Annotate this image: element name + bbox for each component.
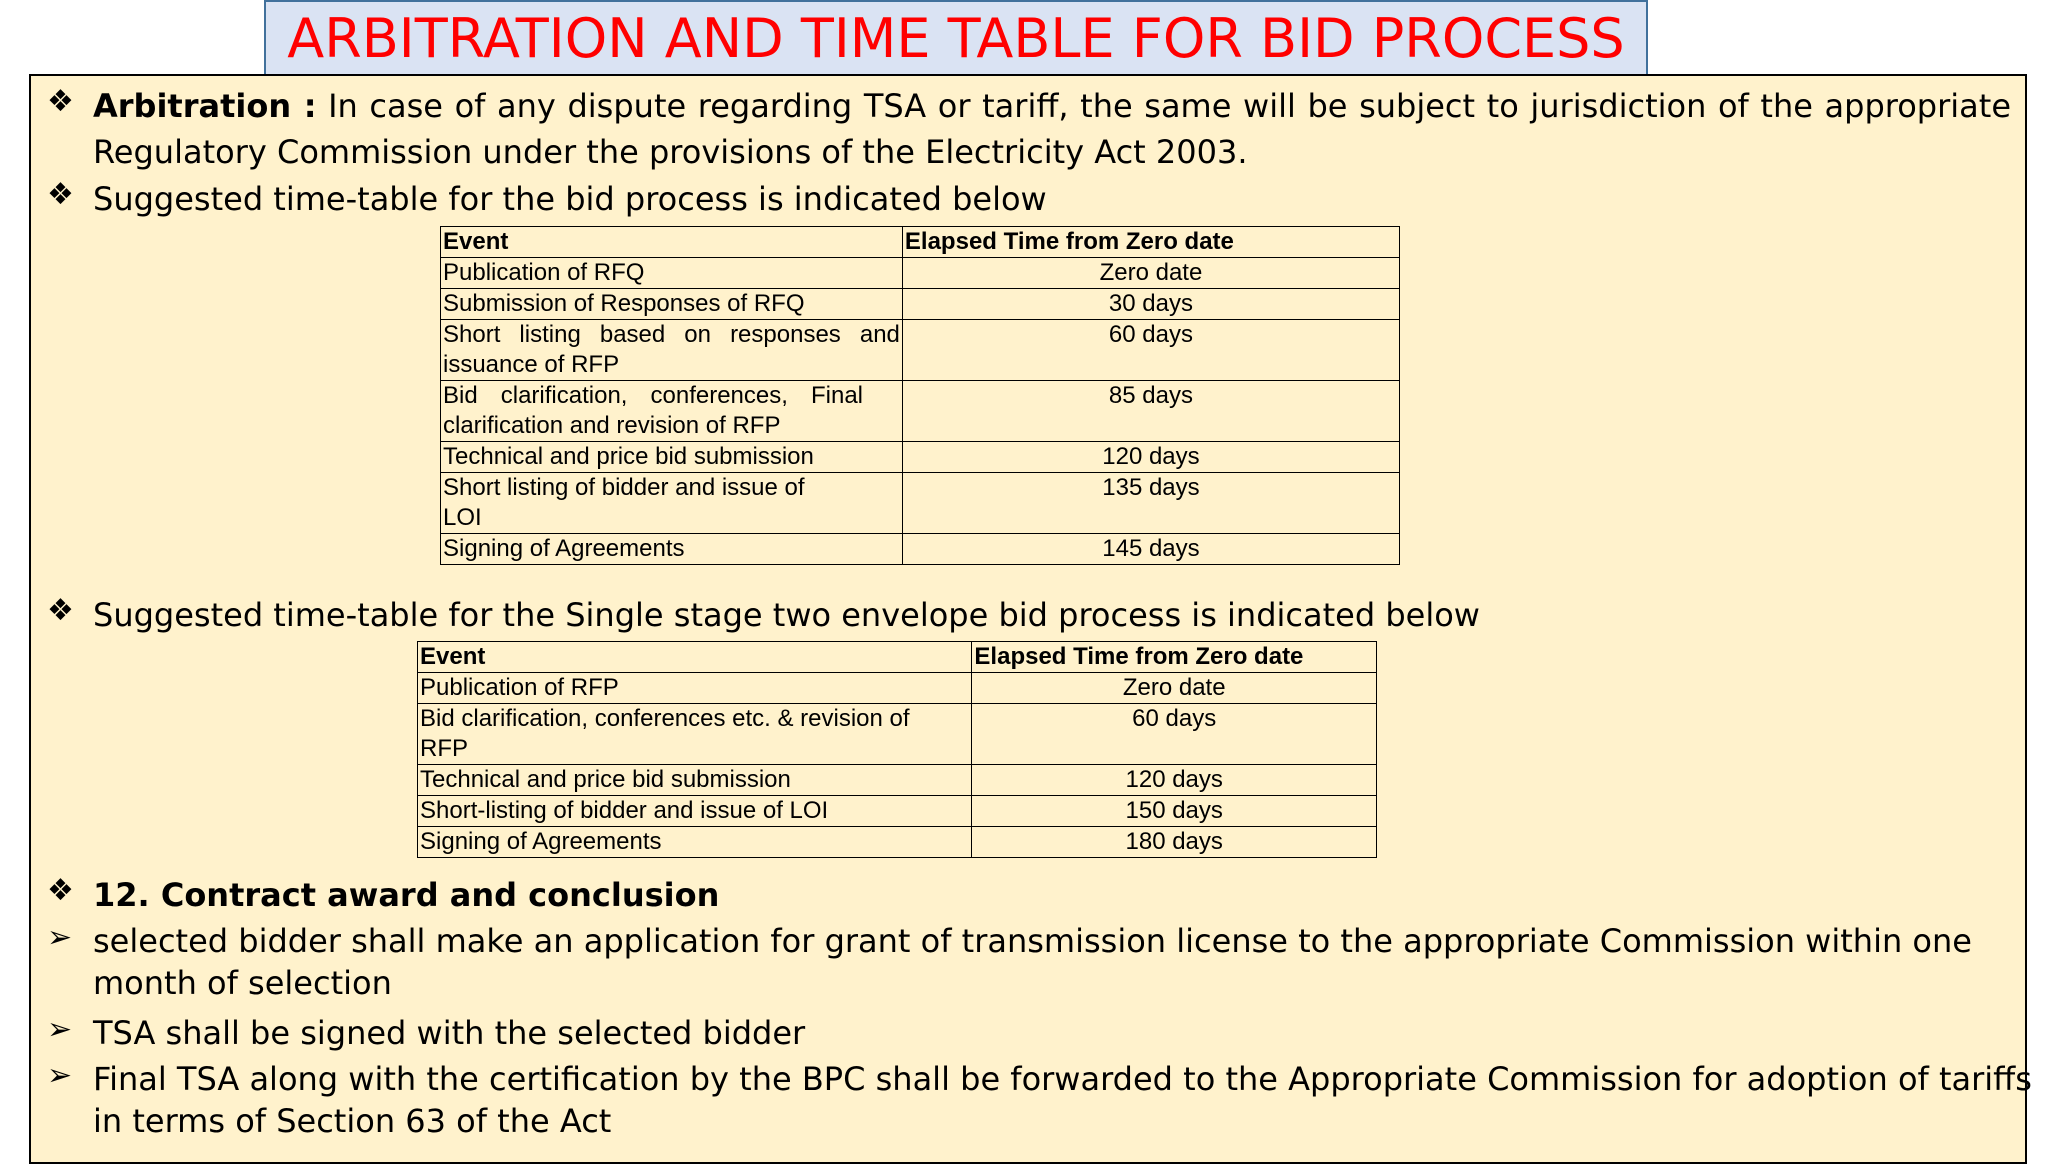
event-cell-line: Bid clarification, conferences, Final xyxy=(443,382,863,409)
event-cell: Signing of Agreements xyxy=(418,827,972,858)
table2-intro: Suggested time-table for the Single stage two envelope bid process is indicated below xyxy=(93,596,1480,634)
event-cell xyxy=(441,381,903,442)
time-cell: 30 days xyxy=(902,289,1399,320)
single-stage-timetable xyxy=(417,641,1377,858)
table-row xyxy=(418,827,1377,858)
arrow-bullet-icon: ➢ xyxy=(47,1012,73,1047)
event-cell-line: Short listing based on responses and xyxy=(443,321,900,348)
table-row xyxy=(418,673,1377,704)
event-cell: Signing of Agreements xyxy=(441,534,903,565)
event-cell-line: LOI xyxy=(443,504,482,531)
diamond-bullet-icon: ❖ xyxy=(47,593,74,628)
bid-timetable xyxy=(440,226,1400,565)
time-cell: Zero date xyxy=(902,258,1399,289)
time-cell: 120 days xyxy=(972,765,1377,796)
arrow-bullet-icon: ➢ xyxy=(47,1058,73,1093)
event-cell xyxy=(418,704,972,765)
table-row xyxy=(418,796,1377,827)
event-cell: Short-listing of bidder and issue of LOI xyxy=(418,796,972,827)
arrow-bullet-icon: ➢ xyxy=(47,920,73,955)
event-cell-line: clarification and revision of RFP xyxy=(443,412,781,439)
time-cell: 60 days xyxy=(972,704,1377,765)
table-row xyxy=(418,765,1377,796)
time-cell: 60 days xyxy=(902,320,1399,381)
section12-item3-line1: Final TSA along with the certification by the BPC shall be forwarded to the Appropriate Commission for adoption of tariffs xyxy=(93,1060,2032,1098)
event-cell-line: Short listing of bidder and issue of xyxy=(443,474,805,501)
diamond-bullet-icon: ❖ xyxy=(47,84,74,119)
event-cell-line: Bid clarification, conferences etc. & revision of xyxy=(420,705,910,732)
event-cell xyxy=(441,320,903,381)
event-cell: Technical and price bid submission xyxy=(441,442,903,473)
arbitration-line1 xyxy=(93,83,2011,129)
column-header: Event xyxy=(441,227,903,258)
section12-heading: 12. Contract award and conclusion xyxy=(93,876,720,914)
time-cell: 135 days xyxy=(902,473,1399,534)
table-row xyxy=(441,320,1400,381)
table-row xyxy=(441,258,1400,289)
event-cell-line: issuance of RFP xyxy=(443,351,620,378)
arbitration-text-1: In case of any dispute regarding TSA or tariff, the same will be subject to jurisdiction of the appropriate xyxy=(328,87,2012,125)
time-cell: 85 days xyxy=(902,381,1399,442)
table-row xyxy=(418,704,1377,765)
table-row xyxy=(441,473,1400,534)
time-cell: 145 days xyxy=(902,534,1399,565)
section12-item3-line2: in terms of Section 63 of the Act xyxy=(93,1102,612,1140)
event-cell-line: RFP xyxy=(420,735,468,762)
event-cell: Submission of Responses of RFQ xyxy=(441,289,903,320)
event-cell xyxy=(441,473,903,534)
time-cell: Zero date xyxy=(972,673,1377,704)
time-cell: 180 days xyxy=(972,827,1377,858)
diamond-bullet-icon: ❖ xyxy=(47,873,74,908)
page-title: ARBITRATION AND TIME TABLE FOR BID PROCESS xyxy=(287,6,1625,70)
time-cell: 120 days xyxy=(902,442,1399,473)
section12-item1-line2: month of selection xyxy=(93,964,392,1002)
column-header: Elapsed Time from Zero date xyxy=(972,642,1377,673)
event-cell: Publication of RFP xyxy=(418,673,972,704)
table-row xyxy=(441,534,1400,565)
diamond-bullet-icon: ❖ xyxy=(47,177,74,212)
section12-item2: TSA shall be signed with the selected bidder xyxy=(93,1014,806,1052)
column-header: Event xyxy=(418,642,972,673)
table-row xyxy=(441,381,1400,442)
event-cell: Publication of RFQ xyxy=(441,258,903,289)
table-row xyxy=(441,289,1400,320)
column-header: Elapsed Time from Zero date xyxy=(902,227,1399,258)
section12-item1-line1: selected bidder shall make an application for grant of transmission license to the appropriate Commission within one xyxy=(93,922,1972,960)
table-header-row xyxy=(418,642,1377,673)
table-row xyxy=(441,442,1400,473)
time-cell: 150 days xyxy=(972,796,1377,827)
event-cell: Technical and price bid submission xyxy=(418,765,972,796)
arbitration-label: Arbitration : xyxy=(93,87,317,125)
table1-intro: Suggested time-table for the bid process is indicated below xyxy=(93,180,1047,218)
arbitration-line2: Regulatory Commission under the provisions of the Electricity Act 2003. xyxy=(93,133,1248,171)
table-header-row xyxy=(441,227,1400,258)
title-banner xyxy=(264,0,1648,76)
